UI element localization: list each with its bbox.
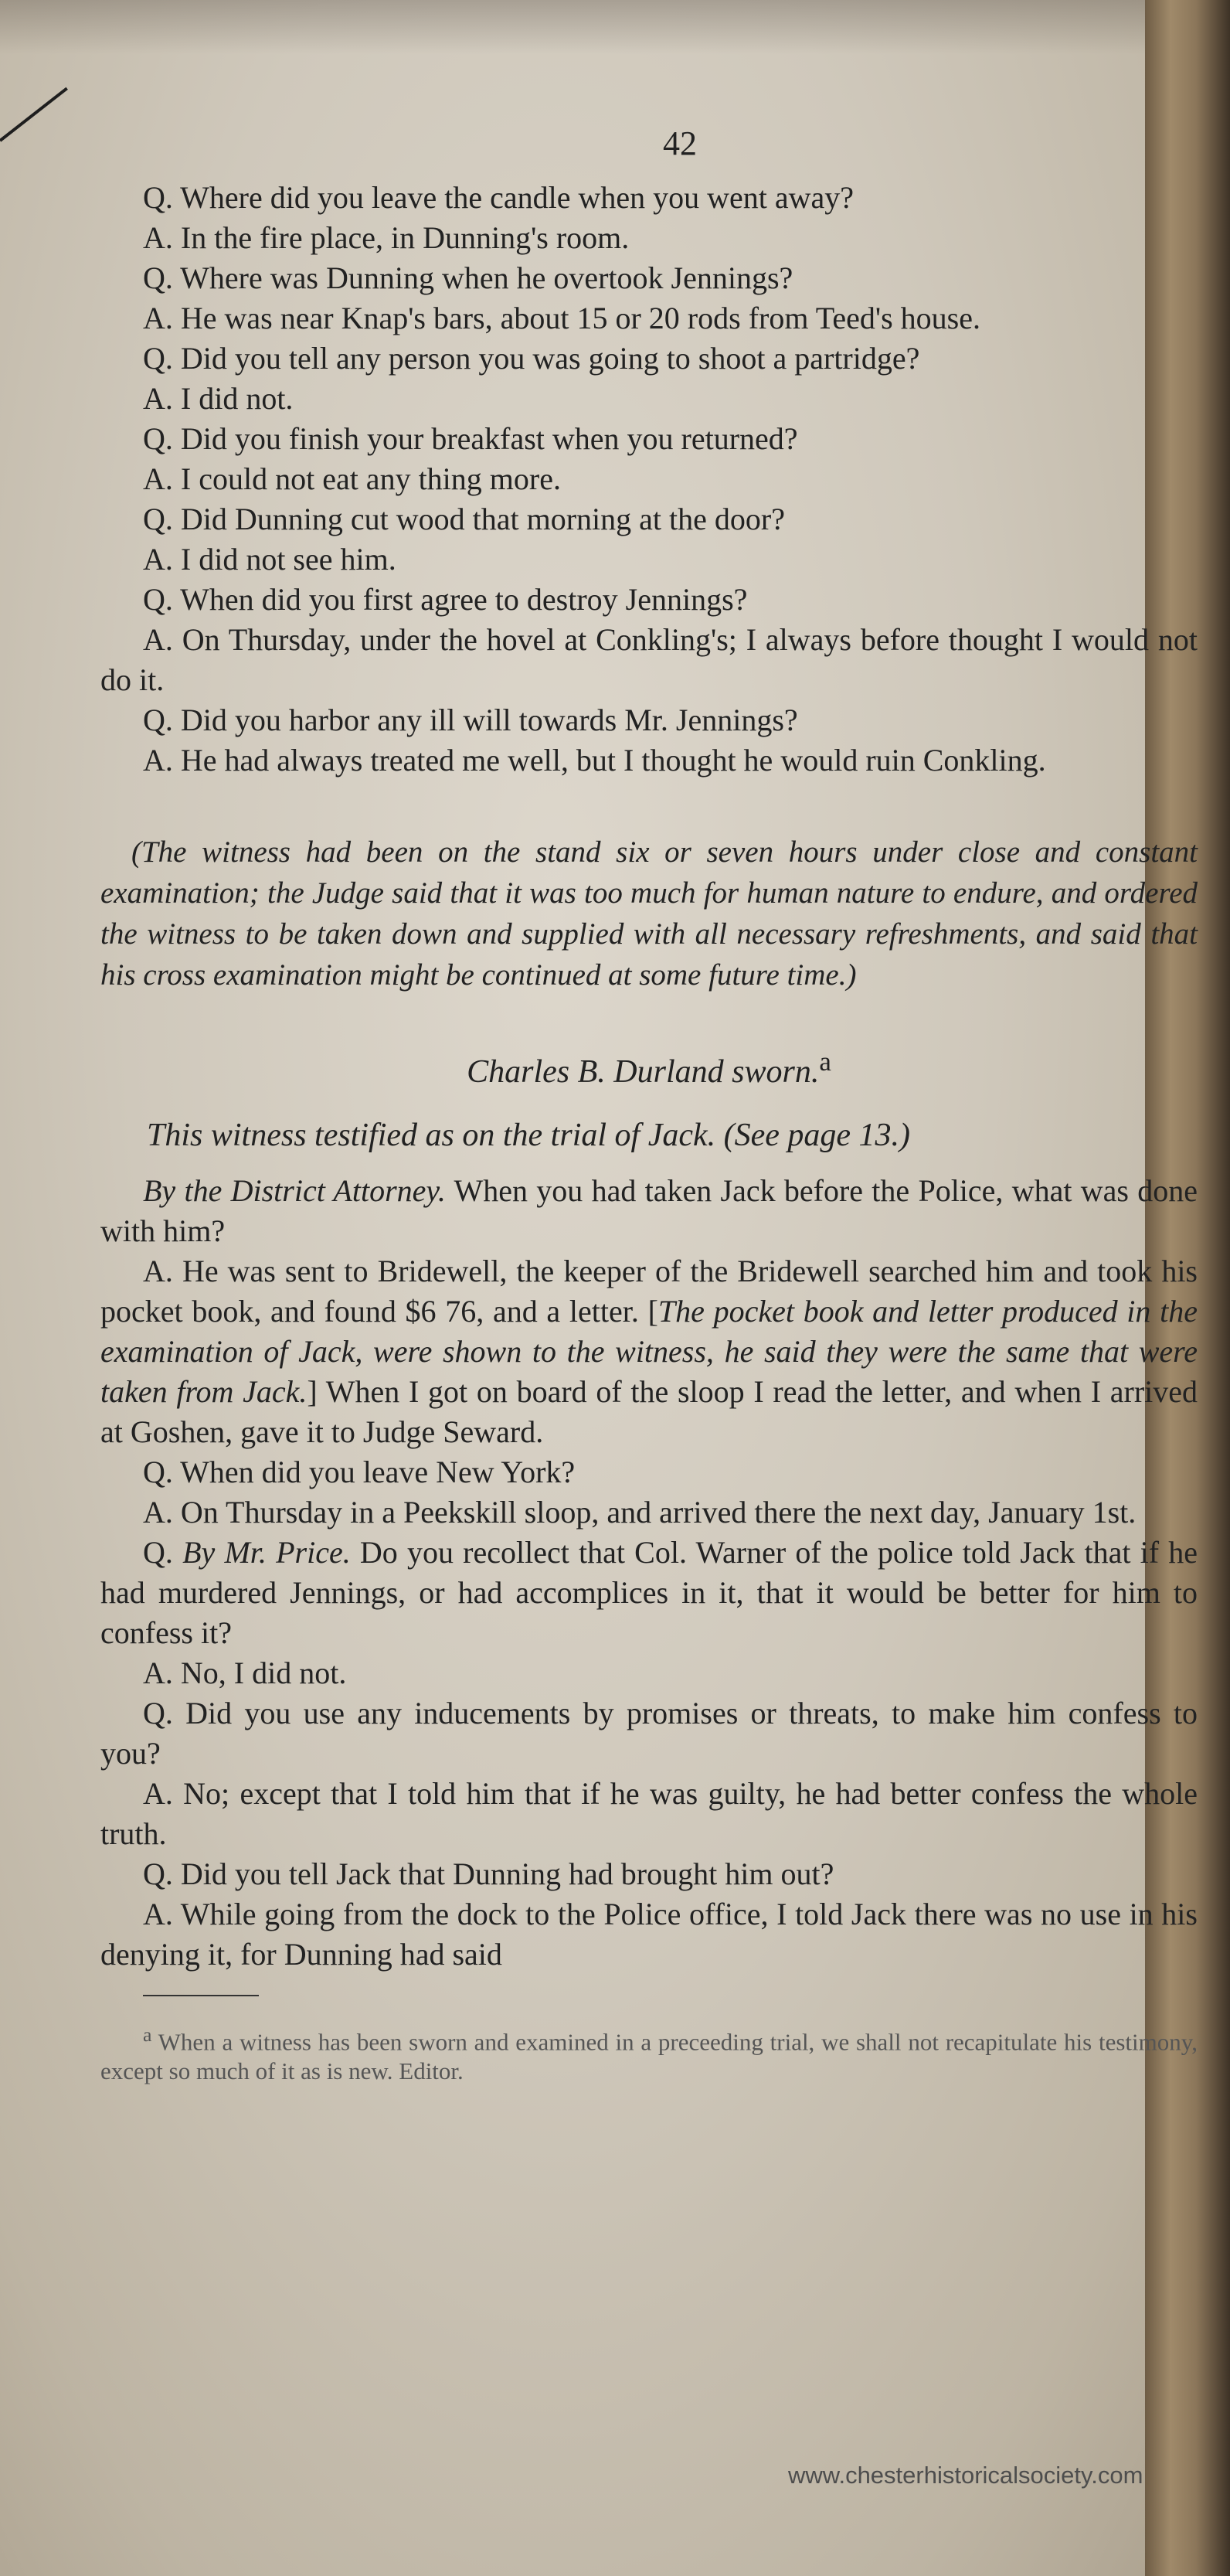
witness-sworn-text: Charles B. Durland sworn. bbox=[467, 1054, 820, 1090]
qa-line: Q. When did you first agree to destroy Jennings? bbox=[143, 582, 748, 617]
qa-line: Q. Did you tell Jack that Dunning had brought him out? bbox=[143, 1856, 834, 1891]
qa-line: Q. Did you harbor any ill will towards Mr. Jennings? bbox=[143, 703, 798, 737]
district-attorney-question bbox=[100, 1171, 1198, 1251]
qa-line: A. I could not eat any thing more. bbox=[143, 461, 561, 496]
qa-line: A. No; except that I told him that if he was guilty, he had better confess the whole truth. bbox=[100, 1776, 1198, 1851]
qa-line: A. He was near Knap's bars, about 15 or 20 rods from Teed's house. bbox=[143, 301, 980, 335]
price-question bbox=[100, 1533, 1198, 1653]
watermark: www.chesterhistoricalsociety.com bbox=[788, 2462, 1143, 2489]
footnote-text: When a witness has been sworn and examined in a preceeding trial, we shall not recapitulate his testimony, except so much of it as is new. Editor. bbox=[100, 2028, 1198, 2085]
question-text: When you had taken Jack before the Police, what was done with him? bbox=[100, 1173, 1198, 1248]
qa-line: A. He had always treated me well, but I thought he would ruin Conkling. bbox=[143, 743, 1046, 778]
page-top-shadow bbox=[0, 0, 1230, 54]
qa-line: Q. Did you finish your breakfast when you returned? bbox=[143, 421, 798, 456]
question-prefix: Q. bbox=[143, 1535, 183, 1570]
qa-line: A. While going from the dock to the Police office, I told Jack there was no use in his denying it, for Dunning had said bbox=[100, 1897, 1198, 1972]
footnote bbox=[100, 2020, 1198, 2086]
qa-line: A. I did not. bbox=[143, 381, 294, 416]
pencil-mark bbox=[0, 87, 68, 142]
page-number: 42 bbox=[663, 124, 697, 162]
examiner-label: By Mr. Price. bbox=[182, 1535, 351, 1570]
qa-line: Q. Did Dunning cut wood that morning at the door? bbox=[143, 502, 785, 536]
witness-sworn-heading bbox=[100, 1042, 1198, 1092]
footnote-rule bbox=[143, 1995, 259, 1996]
footnote-ref: a bbox=[819, 1046, 831, 1077]
court-note: (The witness had been on the stand six or seven hours under close and constant examination; the Judge said that it was too much for human nature to endure, and ordered the witness to be taken down and supplied with all necessary refreshments, and said that his cross examination might be continued at some future time.) bbox=[100, 835, 1198, 992]
question-text: Do you recollect that Col. Warner of the police told Jack that if he had murdered Jennings, or had accomplices in it, that it would be better for him to confess it? bbox=[100, 1535, 1198, 1650]
qa-line: Q. Where did you leave the candle when you went away? bbox=[143, 180, 855, 215]
answer-text-2: ] When I got on board of the sloop I read the letter, and when I arrived at Goshen, gave it to Judge Seward. bbox=[100, 1374, 1198, 1449]
qa-top-block bbox=[100, 178, 1198, 781]
qa-line: Q. Did you use any inducements by promises or threats, to make him confess to you? bbox=[100, 1696, 1198, 1771]
qa-line: A. I did not see him. bbox=[143, 542, 396, 577]
qa-line: Q. When did you leave New York? bbox=[143, 1455, 576, 1489]
qa-line: Q. Did you tell any person you was going to shoot a partridge? bbox=[143, 341, 920, 376]
answer-text-1: A. He was sent to Bridewell, the keeper of the Bridewell searched him and took his pocket book, and found $6 76, and a letter. [ bbox=[100, 1254, 1198, 1329]
qa-line: A. On Thursday in a Peekskill sloop, and arrived there the next day, January 1st. bbox=[143, 1495, 1137, 1530]
footnote-marker: a bbox=[143, 2023, 152, 2046]
examiner-label: By the District Attorney. bbox=[143, 1173, 446, 1208]
qa-line: A. In the fire place, in Dunning's room. bbox=[143, 220, 630, 255]
answer-bracketed-italic: The pocket book and letter produced in the examination of Jack, were shown to the witness, he said they were the same that were taken from Jack. bbox=[100, 1294, 1198, 1409]
qa-line: Q. Where was Dunning when he overtook Jennings? bbox=[143, 260, 793, 295]
testified-note: This witness testified as on the trial of Jack. (See page 13.) bbox=[147, 1118, 911, 1153]
page-content bbox=[100, 124, 1198, 2110]
qa-line: A. No, I did not. bbox=[143, 1656, 347, 1690]
qa-line: A. On Thursday, under the hovel at Conkling's; I always before thought I would not do it. bbox=[100, 622, 1198, 697]
bridewell-answer bbox=[100, 1251, 1198, 1452]
